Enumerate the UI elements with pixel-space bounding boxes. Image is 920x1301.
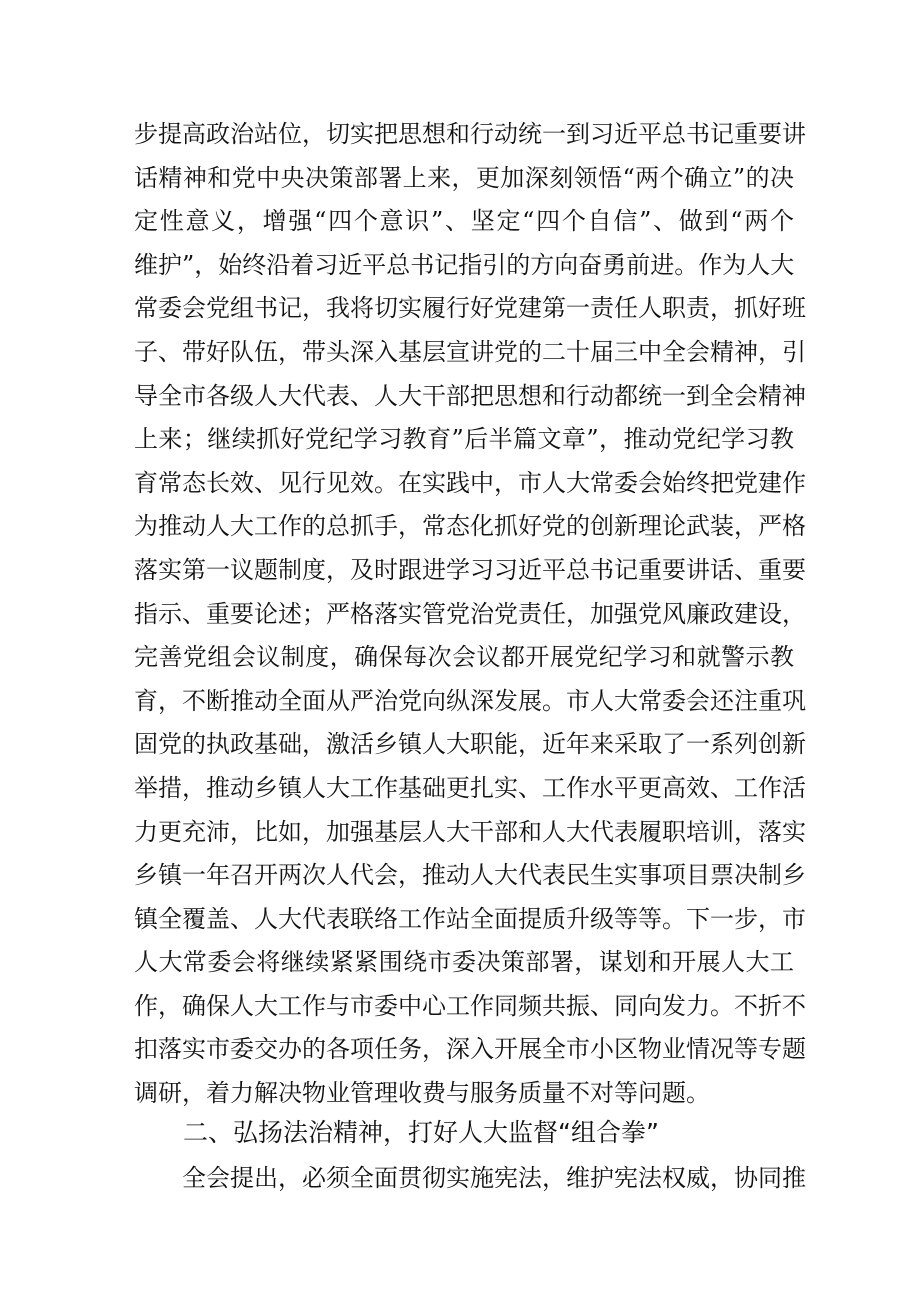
text-line: 调研，着力解决物业管理收费与服务质量不对等问题。 [134,1079,710,1108]
text-line: 指示、重要论述；严格落实管党治党责任，加强党风廉政建设， [134,599,806,628]
text-line: 扣落实市委交办的各项任务，深入开展全市小区物业情况等专题 [134,1035,806,1064]
text-line: 人大常委会将继续紧紧围绕市委决策部署，谋划和开展人大工 [134,948,794,977]
text-line: 作，确保人大工作与市委中心工作同频共振、同向发力。不折不 [134,991,806,1020]
text-line: 子、带好队伍，带头深入基层宣讲党的二十届三中全会精神，引 [134,337,806,366]
text-line: 育，不断推动全面从严治党向纵深发展。市人大常委会还注重巩 [134,686,806,715]
text-line: 完善党组会议制度，确保每次会议都开展党纪学习和就警示教 [134,643,794,672]
body-paragraph-2 [134,1157,806,1201]
text-line: 镇全覆盖、人大代表联络工作站全面提质升级等等。下一步，市 [134,904,806,933]
text-line: 举措，推动乡镇人大工作基础更扎实、工作水平更高效、工作活 [134,773,806,802]
text-line: 维护”，始终沿着习近平总书记指引的方向奋勇前进。作为人大 [134,250,795,279]
text-line: 落实第一议题制度，及时跟进学习习近平总书记重要讲话、重要 [134,555,806,584]
text-line: 为推动人大工作的总抓手，常态化抓好党的创新理论武装，严格 [134,512,806,541]
text-line: 常委会党组书记，我将切实履行好党建第一责任人职责，抓好班 [134,294,806,323]
text-line: 上来；继续抓好党纪学习教育”后半篇文章”，推动党纪学习教 [134,425,794,454]
text-line: 乡镇一年召开两次人代会，推动人大代表民生实事项目票决制乡 [134,861,806,890]
body-paragraph [134,113,806,1116]
text-line: 力更充沛，比如，加强基层人大干部和人大代表履职培训，落实 [134,817,806,846]
text-line: 定性意义，增强“四个意识”、坚定“四个自信”、做到“两个 [134,207,794,236]
text-line: 全会提出，必须全面贯彻实施宪法，维护宪法权威，协同推 [182,1164,806,1192]
text-line: 育常态长效、见行见效。在实践中，市人大常委会始终把党建作 [134,468,806,497]
section-heading: 二、弘扬法治精神，打好人大监督“组合拳” [183,1118,659,1147]
text-line: 步提高政治站位，切实把思想和行动统一到习近平总书记重要讲 [134,120,806,148]
text-line: 导全市各级人大代表、人大干部把思想和行动都统一到全会精神 [134,381,806,410]
text-line: 固党的执政基础，激活乡镇人大职能，近年来采取了一系列创新 [134,730,806,759]
text-line: 话精神和党中央决策部署上来，更加深刻领悟“两个确立”的决 [134,163,794,192]
